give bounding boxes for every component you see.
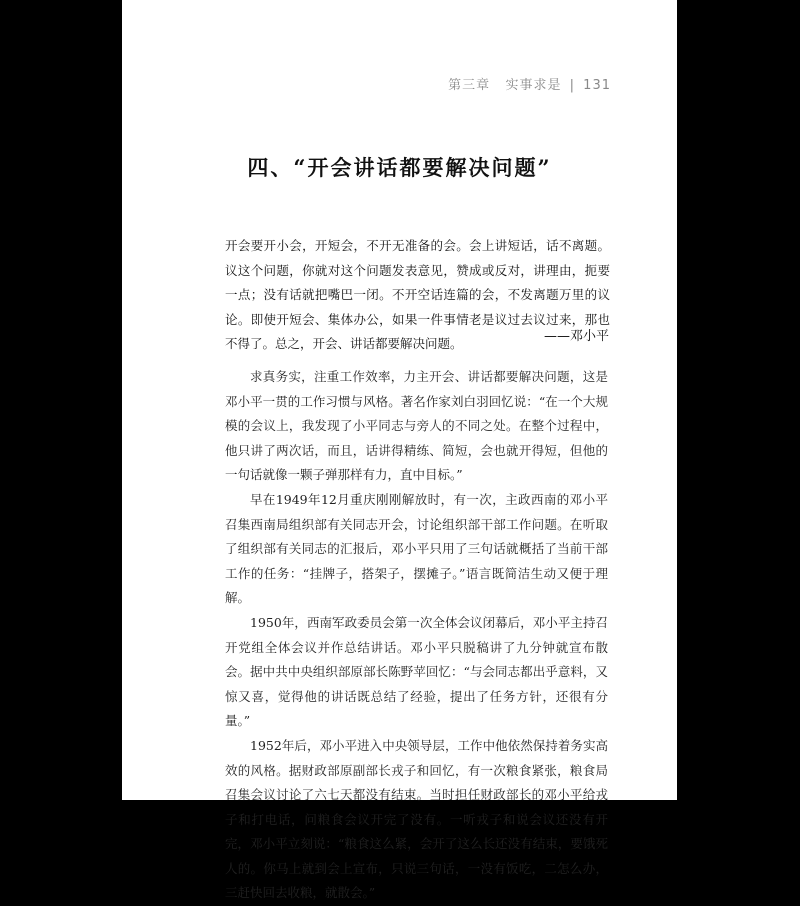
paragraph: 早在1949年12月重庆刚刚解放时，有一次，主政西南的邓小平召集西南局组织部有关同志开会，讨论组织部干部工作问题。在听取了组织部有关同志的汇报后，邓小平只用了三句话就概括了当前干部工作的任务：“挂牌子，搭架子，摆摊子。”语言既简洁生动又便于理解。: [225, 491, 608, 606]
epigraph-text: 开会要开小会，开短会，不开无准备的会。会上讲短话，话不离题。议这个问题，你就对这个问题发表意见，赞成或反对，讲理由，扼要一点；没有话就把嘴巴一闭。不开空话连篇的会，不发离题万里的议论。即使开短会、集体办公，如果一件事情老是议过去议过来，那也不得了。总之，开会、讲话都要解决问题。: [225, 238, 610, 352]
header-separator: |: [569, 78, 576, 93]
paragraph: 1952年后，邓小平进入中央领导层，工作中他依然保持着务实高效的风格。据财政部原副部长戎子和回忆，有一次粮食紧张，粮食局召集会议讨论了六七天都没有结束。当时担任财政部长的邓小平给戎子和打电话，问粮食会议开完了没有。一听戎子和说会议还没有开完，邓小平立刻说：“粮食这么紧，会开了这么长还没有结束，要饿死人的。你马上就到会上宣布，只说三句话，一没有饭吃，二怎么办，三赶快回去收粮，就散会。”: [225, 737, 608, 901]
chapter-title: 实事求是: [505, 78, 562, 93]
running-header: [448, 74, 611, 93]
book-page: [122, 0, 677, 901]
page-number: 131: [583, 78, 611, 93]
epigraph-attribution: ——邓小平: [543, 329, 609, 344]
paragraph: 求真务实，注重工作效率，力主开会、讲话都要解决问题，这是邓小平一贯的工作习惯与风格。著名作家刘白羽回忆说：“在一个大规模的会议上，我发现了小平同志与旁人的不同之处。在整个过程中，他只讲了两次话，而且，话讲得精练、简短，会也就开得短，但他的一句话就像一颗子弹那样有力，直中目标。”: [225, 369, 608, 483]
paragraph: 1950年，西南军政委员会第一次全体会议闭幕后，邓小平主持召开党组全体会议并作总结讲话。邓小平只脱稿讲了九分钟就宣布散会。据中共中央组织部原部长陈野苹回忆：“与会同志都出乎意料，又惊又喜，觉得他的讲话既总结了经验，提出了任务方针，还很有分量。”: [225, 614, 608, 729]
body-text: [225, 365, 608, 906]
chapter-number: 第三章: [448, 78, 491, 93]
section-title: 四、“开会讲话都要解决问题”: [247, 155, 552, 180]
